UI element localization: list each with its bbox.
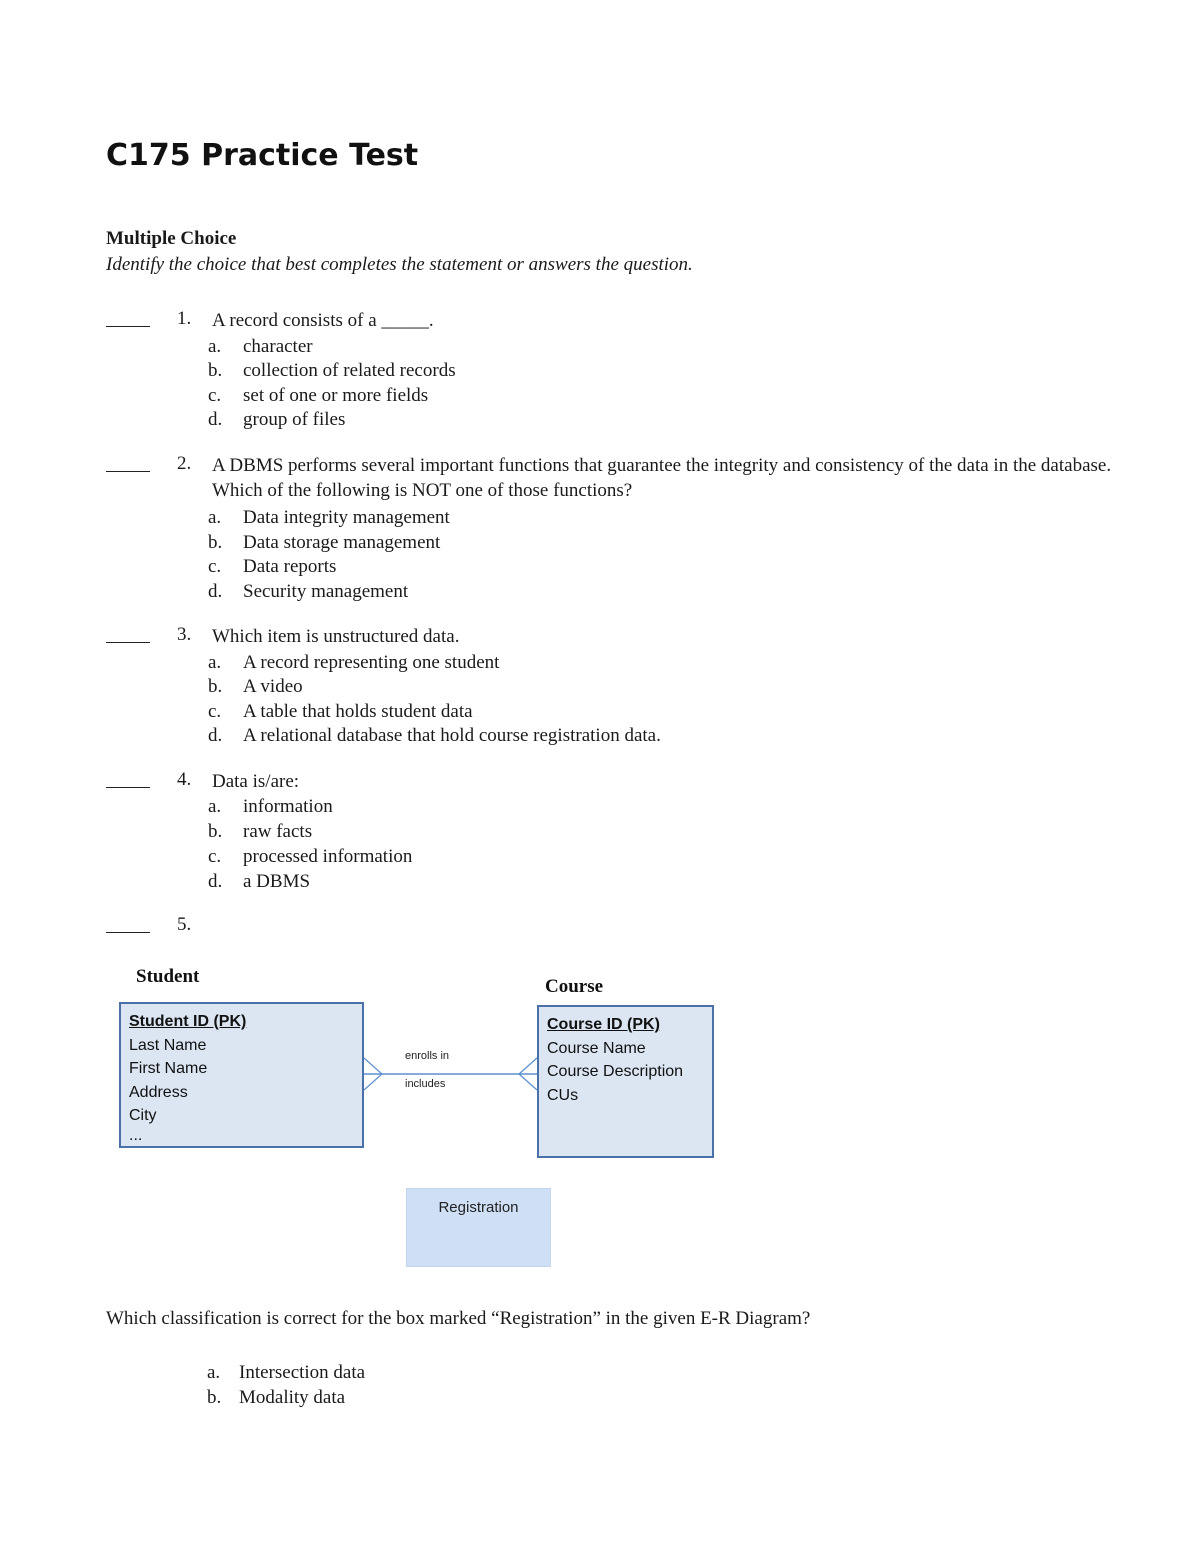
course-entity-label: Course — [545, 976, 604, 997]
registration-box: Registration — [406, 1188, 551, 1267]
page-title: C175 Practice Test — [106, 138, 419, 173]
option-letter: a. — [208, 336, 222, 357]
option-letter: c. — [208, 385, 222, 406]
q5-option-b-text: Modality data — [239, 1387, 346, 1408]
question-number: 2. — [177, 453, 192, 474]
er-diagram — [100, 960, 740, 1280]
student-field: Last Name — [129, 1036, 207, 1054]
option-letter: b. — [208, 821, 223, 842]
section-heading: Multiple Choice — [106, 228, 237, 249]
student-entity-label: Student — [136, 966, 200, 987]
option-letter: a. — [208, 507, 222, 528]
student-field: City — [129, 1107, 157, 1124]
student-field: Address — [129, 1083, 188, 1101]
course-field: Course Name — [547, 1039, 646, 1057]
course-field: Course Description — [547, 1063, 684, 1080]
answer-blank[interactable] — [106, 624, 150, 643]
option-text: Security management — [243, 581, 409, 602]
option-text: processed information — [243, 846, 413, 867]
option-letter: d. — [208, 581, 223, 602]
option-text: A relational database that hold course registration data. — [243, 725, 661, 746]
question-number: 4. — [177, 769, 192, 790]
option-text: Data reports — [243, 556, 337, 577]
option-text: Data storage management — [243, 532, 441, 553]
course-entity — [537, 1005, 714, 1158]
course-pk: Course ID (PK) — [547, 1016, 660, 1033]
option-text: set of one or more fields — [243, 385, 429, 406]
option-letter: b. — [208, 676, 223, 697]
option-text: A table that holds student data — [243, 701, 473, 722]
option-text: character — [243, 336, 313, 357]
option-text: Data integrity management — [243, 507, 450, 528]
option-text: A record representing one student — [243, 652, 500, 673]
question-text: Data is/are: — [212, 771, 300, 792]
answer-blank[interactable] — [106, 914, 150, 933]
answer-blank[interactable] — [106, 308, 150, 327]
student-field: ... — [129, 1126, 143, 1144]
option-text: group of files — [243, 409, 346, 430]
question-number: 1. — [177, 308, 192, 329]
option-text: raw facts — [243, 821, 313, 842]
student-entity — [119, 1002, 364, 1148]
question-5-text: Which classification is correct for the box marked “Registration” in the given E-R Diagram? — [106, 1308, 811, 1329]
question-number: 5. — [177, 914, 192, 935]
q5-option-a-letter: a. — [207, 1362, 221, 1383]
option-letter: c. — [208, 701, 222, 722]
answer-blank[interactable] — [106, 769, 150, 788]
option-letter: b. — [208, 360, 223, 381]
student-field: First Name — [129, 1060, 208, 1077]
option-text: collection of related records — [243, 360, 456, 381]
course-field: CUs — [547, 1086, 579, 1104]
option-letter: a. — [208, 652, 222, 673]
question-number: 3. — [177, 624, 192, 645]
instructions: Identify the choice that best completes the statement or answers the question. — [106, 254, 693, 275]
option-letter: c. — [208, 846, 222, 867]
option-letter: c. — [208, 556, 222, 577]
question-text: Which item is unstructured data. — [212, 626, 460, 647]
student-pk: Student ID (PK) — [129, 1013, 247, 1030]
relationship-label-includes: includes — [405, 1078, 446, 1090]
option-text: a DBMS — [243, 871, 311, 892]
q5-option-b-letter: b. — [207, 1387, 222, 1408]
question-text: A record consists of a _____. — [212, 310, 434, 331]
question-text: A DBMS performs several important functions that guarantee the integrity and consistency of the data in the database. Which of the following is NOT one of those functions? — [212, 455, 1112, 501]
option-letter: d. — [208, 725, 223, 746]
option-letter: d. — [208, 871, 223, 892]
option-letter: d. — [208, 409, 223, 430]
option-letter: a. — [208, 796, 222, 817]
q5-option-a-text: Intersection data — [239, 1362, 366, 1383]
answer-blank[interactable] — [106, 453, 150, 472]
relationship-label-enrolls: enrolls in — [405, 1050, 450, 1062]
option-text: information — [243, 796, 333, 817]
option-text: A video — [243, 676, 303, 697]
option-letter: b. — [208, 532, 223, 553]
